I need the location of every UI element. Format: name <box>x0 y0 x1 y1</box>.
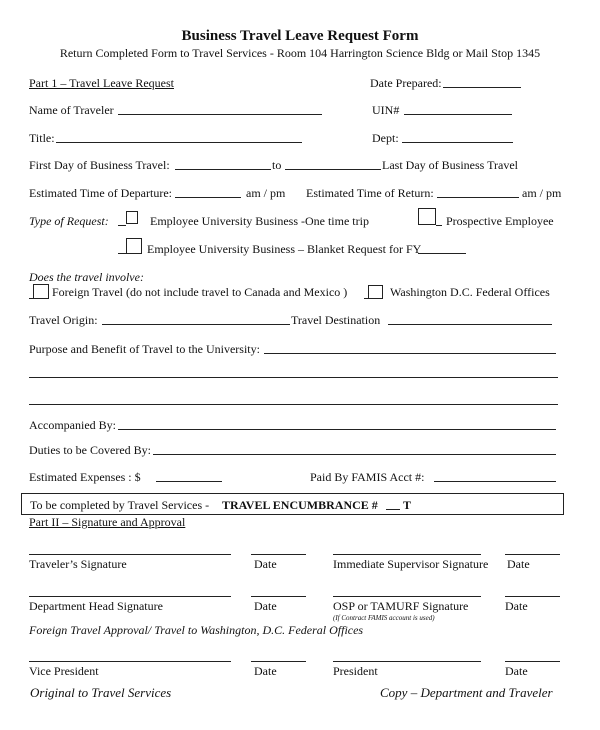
part2-heading: Part II – Signature and Approval <box>29 515 186 529</box>
last-day-field[interactable] <box>285 169 381 170</box>
travel-destination-label: Travel Destination <box>291 313 381 327</box>
duties-covered-field[interactable] <box>153 454 556 455</box>
to-label: to <box>272 158 282 172</box>
date3-field[interactable] <box>251 596 306 597</box>
travel-destination-field[interactable] <box>388 324 552 325</box>
first-day-label: First Day of Business Travel: <box>29 158 170 172</box>
date6-label: Date <box>505 664 528 678</box>
president-label: President <box>333 664 378 678</box>
title-label: Title: <box>29 131 55 145</box>
purpose-line-2[interactable] <box>29 377 558 378</box>
name-of-traveler-label: Name of Traveler <box>29 103 114 117</box>
estimated-expenses-field[interactable] <box>156 481 222 482</box>
travel-involve-label: Does the travel involve: <box>29 270 144 284</box>
departure-am-pm: am / pm <box>246 186 286 200</box>
prospective-blank <box>436 225 442 226</box>
departure-time-field[interactable] <box>175 197 241 198</box>
accompanied-by-field[interactable] <box>118 429 556 430</box>
first-day-field[interactable] <box>175 169 271 170</box>
purpose-line-3[interactable] <box>29 404 558 405</box>
date-prepared-field[interactable] <box>443 87 521 88</box>
supervisor-signature-field[interactable] <box>333 554 481 555</box>
date1-label: Date <box>254 557 277 571</box>
dc-checkbox[interactable] <box>368 285 383 299</box>
supervisor-signature-label: Immediate Supervisor Signature <box>333 557 489 571</box>
vice-president-label: Vice President <box>29 664 99 678</box>
return-time-label: Estimated Time of Return: <box>306 186 434 200</box>
estimated-expenses-label: Estimated Expenses : $ <box>29 470 141 484</box>
part1-heading: Part 1 – Travel Leave Request <box>29 76 174 90</box>
osp-tamurf-label: OSP or TAMURF Signature <box>333 599 469 613</box>
foreign-approval-label: Foreign Travel Approval/ Travel to Washington, D.C. Federal Offices <box>29 623 364 637</box>
foreign-option: Foreign Travel (do not include travel to Canada and Mexico ) <box>52 285 348 299</box>
date5-label: Date <box>254 664 277 678</box>
date5-field[interactable] <box>251 661 306 662</box>
purpose-label: Purpose and Benefit of Travel to the University: <box>29 342 260 356</box>
one-time-blank <box>118 225 126 226</box>
encumbrance-suffix: T <box>403 498 412 512</box>
title-field[interactable] <box>56 142 302 143</box>
footer-copy: Copy – Department and Traveler <box>380 685 553 700</box>
purpose-field[interactable] <box>264 353 556 354</box>
blanket-blank <box>118 253 126 254</box>
traveler-signature-field[interactable] <box>29 554 231 555</box>
blanket-fy-field[interactable] <box>418 253 466 254</box>
one-time-checkbox[interactable] <box>126 211 138 224</box>
duties-covered-label: Duties to be Covered By: <box>29 443 151 457</box>
dept-label: Dept: <box>372 131 399 145</box>
form-title: Business Travel Leave Request Form <box>181 28 419 44</box>
type-of-request-label: Type of Request: <box>29 214 109 228</box>
departure-time-label: Estimated Time of Departure: <box>29 186 172 200</box>
date3-label: Date <box>254 599 277 613</box>
famis-acct-field[interactable] <box>434 481 556 482</box>
name-of-traveler-field[interactable] <box>118 114 322 115</box>
date6-field[interactable] <box>505 661 560 662</box>
prospective-checkbox[interactable] <box>418 208 436 225</box>
osp-tamurf-signature-field[interactable] <box>333 596 481 597</box>
encumbrance-label: To be completed by Travel Services - <box>30 498 210 512</box>
form-subtitle: Return Completed Form to Travel Services - Room 104 Harrington Science Bldg or Mail Stop 1345 <box>59 46 541 60</box>
blanket-option: Employee University Business – Blanket Request for FY <box>147 242 422 256</box>
footer-original: Original to Travel Services <box>30 685 172 700</box>
vice-president-signature-field[interactable] <box>29 661 231 662</box>
date-prepared-label: Date Prepared: <box>370 76 442 90</box>
blanket-checkbox[interactable] <box>126 238 142 254</box>
contract-note: (If Contract FAMIS account is used) <box>333 614 435 622</box>
travel-origin-label: Travel Origin: <box>29 313 98 327</box>
dept-head-signature-field[interactable] <box>29 596 231 597</box>
encumbrance-bold-label: TRAVEL ENCUMBRANCE # <box>222 498 378 512</box>
last-day-label: Last Day of Business Travel <box>382 158 518 172</box>
dept-head-signature-label: Department Head Signature <box>29 599 163 613</box>
travel-origin-field[interactable] <box>102 324 290 325</box>
traveler-signature-label: Traveler’s Signature <box>29 557 127 571</box>
encumbrance-number-field[interactable] <box>386 509 400 510</box>
dept-field[interactable] <box>402 142 513 143</box>
prospective-option: Prospective Employee <box>446 214 554 228</box>
date2-label: Date <box>507 557 530 571</box>
president-signature-field[interactable] <box>333 661 481 662</box>
foreign-checkbox[interactable] <box>33 284 49 299</box>
date4-field[interactable] <box>505 596 560 597</box>
date2-field[interactable] <box>505 554 560 555</box>
date4-label: Date <box>505 599 528 613</box>
accompanied-by-label: Accompanied By: <box>29 418 116 432</box>
one-time-option: Employee University Business -One time trip <box>150 214 369 228</box>
uin-label: UIN# <box>372 103 400 117</box>
return-time-field[interactable] <box>437 197 519 198</box>
famis-acct-label: Paid By FAMIS Acct #: <box>310 470 425 484</box>
uin-field[interactable] <box>404 114 512 115</box>
return-am-pm: am / pm <box>522 186 562 200</box>
date1-field[interactable] <box>251 554 306 555</box>
dc-option: Washington D.C. Federal Offices <box>390 285 550 299</box>
